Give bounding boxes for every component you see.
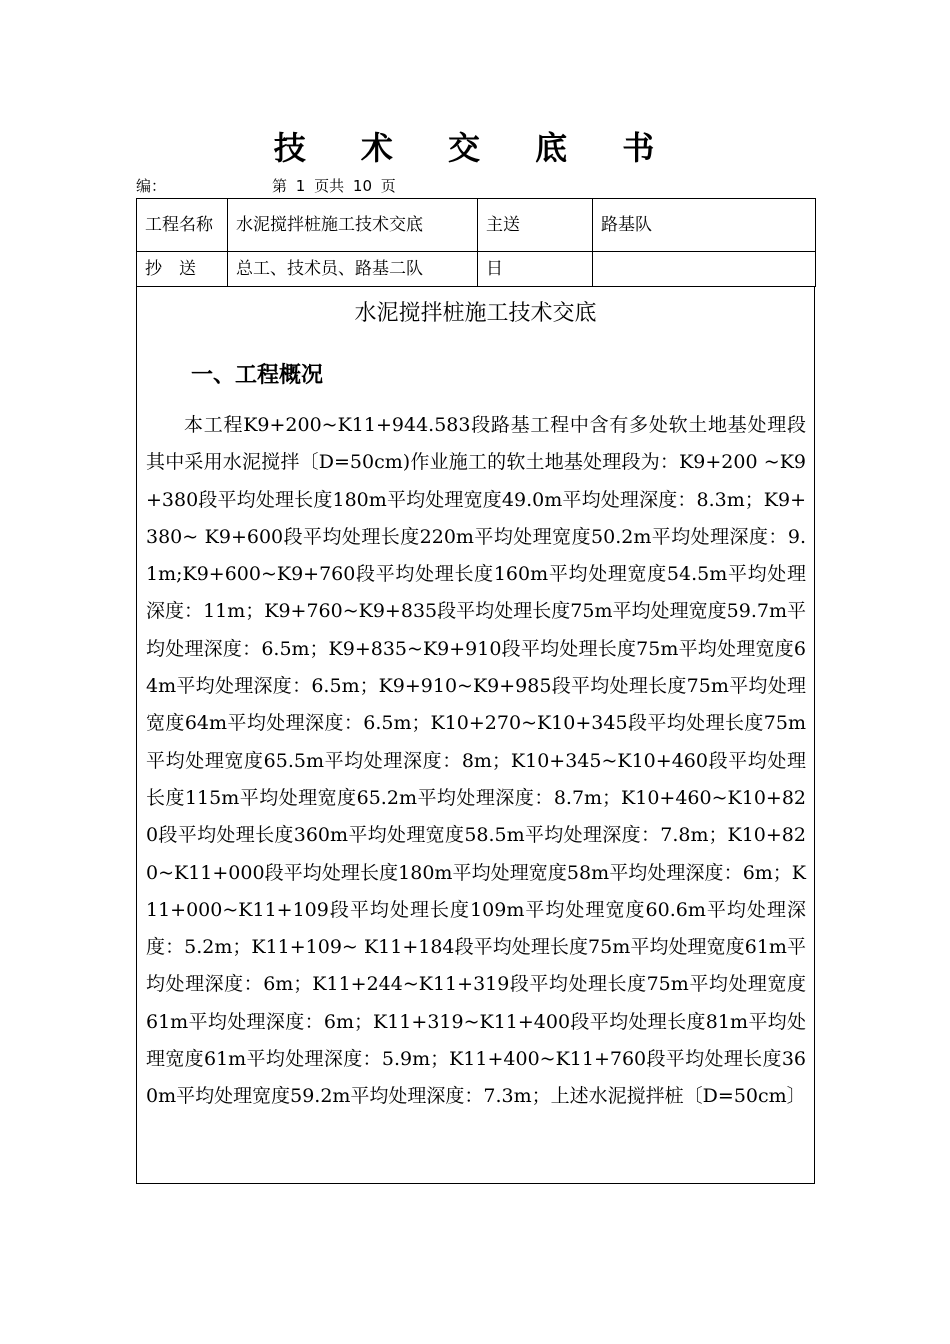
page-total: 10 bbox=[352, 177, 373, 195]
page-suffix: 页 bbox=[380, 177, 396, 195]
header-row-project bbox=[137, 199, 816, 252]
page-number: 1 bbox=[295, 177, 306, 195]
editor-label: 编： bbox=[136, 177, 167, 195]
send-to-label: 主送 bbox=[478, 199, 593, 252]
date-value bbox=[593, 252, 816, 287]
send-to-value: 路基队 bbox=[593, 199, 816, 252]
content-box bbox=[136, 287, 815, 1184]
copy-to-value: 总工、技术员、路基二队 bbox=[228, 252, 478, 287]
page-info bbox=[272, 176, 400, 196]
date-label: 日 bbox=[478, 252, 593, 287]
copy-to-label: 抄 送 bbox=[137, 252, 228, 287]
header-table bbox=[136, 198, 816, 287]
project-name-label: 工程名称 bbox=[137, 199, 228, 252]
header-row-copy bbox=[137, 252, 816, 287]
overview-paragraph: 本工程K9+200~K11+944.583段路基工程中含有多处软土地基处理段其中采用水泥搅拌〔D=50cm)作业施工的软土地基处理段为：K9+200 ~K9+380段平均处理长度180m平均处理宽度49.0m平均处理深度：8.3m；K9+380~ K9+600段平均处理长度220m平均处理宽度50.2m平均处理深度：9.1m;K9+600~K9+760段平均处理长度160m平均处理宽度54.5m平均处理深度：11m；K9+760~K9+835段平均处理长度75m平均处理宽度59.7m平均处理深度：6.5m；K9+835~K9+910段平均处理长度75m平均处理宽度64m平均处理深度：6.5m；K9+910~K9+985段平均处理长度75m平均处理宽度64m平均处理深度：6.5m；K10+270~K10+345段平均处理长度75m平均处理宽度65.5m平均处理深度：8m；K10+345~K10+460段平均处理长度115m平均处理宽度65.2m平均处理深度：8.7m；K10+460~K10+820段平均处理长度360m平均处理宽度58.5m平均处理深度：7.8m；K10+820~K11+000段平均处理长度180m平均处理宽度58m平均处理深度：6m；K11+000~K11+109段平均处理长度109m平均处理宽度60.6m平均处理深度：5.2m；K11+109~ K11+184段平均处理长度75m平均处理宽度61m平均处理深度：6m；K11+244~K11+319段平均处理长度75m平均处理宽度61m平均处理深度：6m；K11+319~K11+400段平均处理长度81m平均处理宽度61m平均处理深度：5.9m；K11+400~K11+760段平均处理长度360m平均处理宽度59.2m平均处理深度：7.3m；上述水泥搅拌桩〔D=50cm〕 bbox=[146, 414, 806, 1108]
document-title: 技 术 交 底 书 bbox=[273, 129, 677, 167]
project-name-value: 水泥搅拌桩施工技术交底 bbox=[228, 199, 478, 252]
page-prefix: 第 bbox=[272, 177, 288, 195]
section-title: 水泥搅拌桩施工技术交底 bbox=[354, 301, 597, 326]
page-middle: 页共 bbox=[314, 177, 345, 195]
section-heading: 一、工程概况 bbox=[191, 363, 324, 388]
